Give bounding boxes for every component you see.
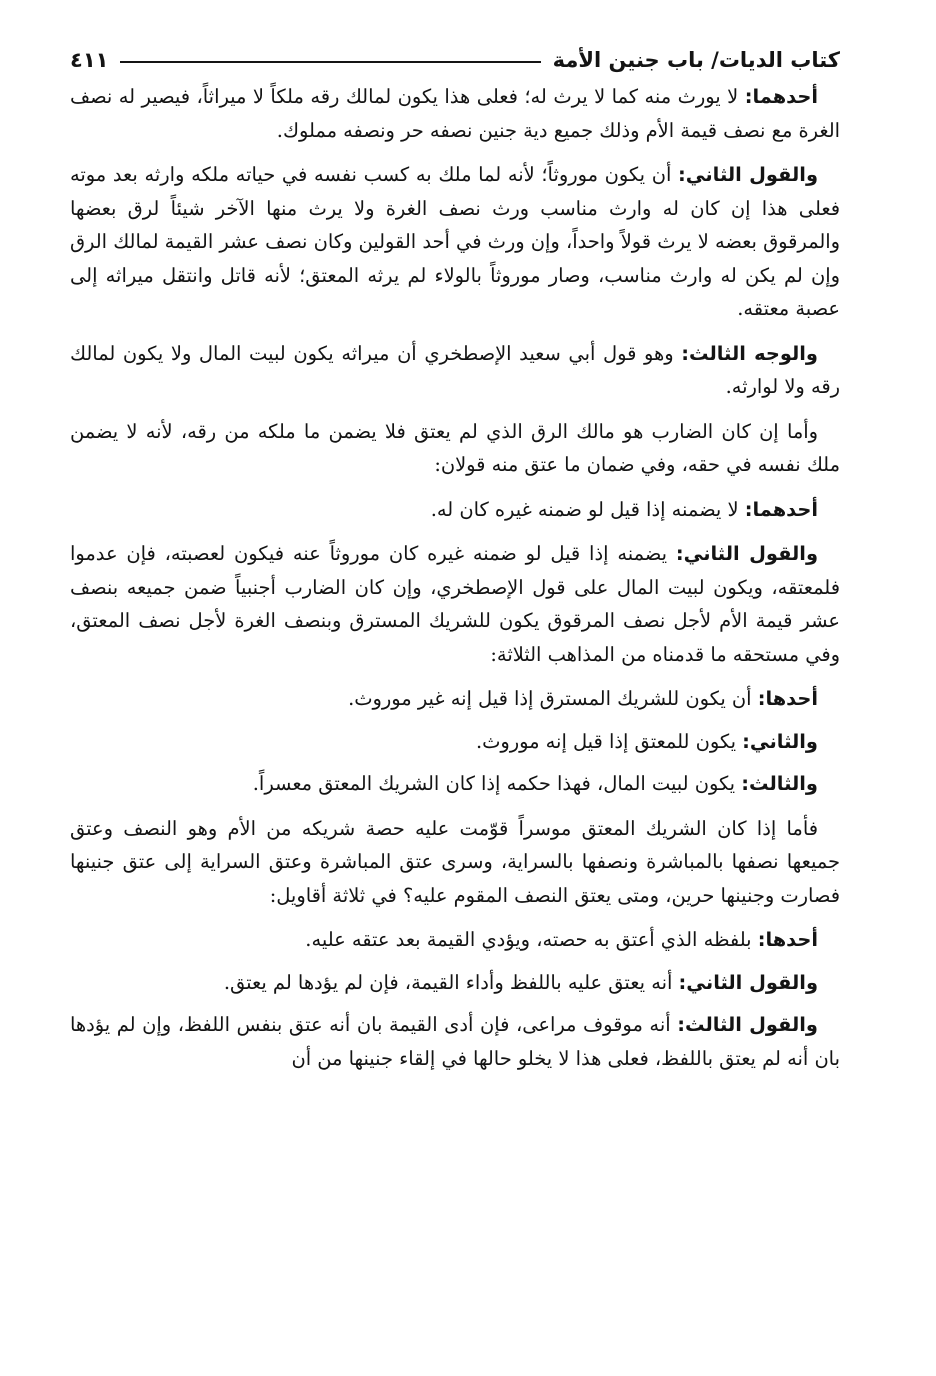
paragraph-lead: والقول الثالث:	[677, 1013, 818, 1036]
header-rule	[120, 61, 540, 63]
paragraph-text: لا يضمنه إذا قيل لو ضمنه غيره كان له.	[430, 497, 745, 521]
paragraph	[70, 493, 840, 527]
paragraph-lead: أحدها:	[757, 687, 818, 710]
book-page	[70, 40, 840, 1086]
paragraph	[70, 812, 840, 913]
paragraph	[70, 767, 840, 801]
paragraph	[70, 337, 840, 404]
paragraph-text: أن يكون للشريك المسترق إذا قيل إنه غير موروث.	[348, 687, 758, 710]
paragraph-lead: والقول الثاني:	[678, 970, 818, 994]
paragraph-lead: والثالث:	[741, 772, 818, 795]
paragraph-text: وأما إن كان الضارب هو مالك الرق الذي لم يعتق فلا يضمن ما ملكه من رقه، لأنه لا يضمن ملك نفسه في حقه، وفي ضمان ما عتق منه قولان:	[70, 419, 840, 476]
paragraph-lead: والثاني:	[742, 729, 818, 753]
page-header	[70, 40, 840, 80]
paragraph	[70, 682, 840, 716]
paragraph-text: بلفظه الذي أعتق به حصته، ويؤدي القيمة بعد عتقه عليه.	[305, 928, 758, 951]
paragraph-text: فأما إذا كان الشريك المعتق موسراً قوّمت عليه حصة شريكه من الأم وهو النصف وعتق جميعها نصفها بالمباشرة ونصفها بالسراية، وسرى عتق المباشرة وعتق السراية إلى عتق جنينها فصارت وجنينها حرين، ومتى يعتق النصف المقوم عليه؟ في ثلاثة أقاويل:	[70, 816, 840, 907]
paragraph-lead: والقول الثاني:	[678, 163, 818, 186]
paragraph-lead: أحدهما:	[744, 85, 818, 108]
paragraph	[70, 1008, 840, 1075]
paragraph	[70, 923, 840, 957]
running-title: كتاب الديات/ باب جنين الأمة	[552, 48, 840, 72]
paragraph	[70, 415, 840, 482]
paragraph	[70, 80, 840, 147]
paragraph-text: أن يكون موروثاً؛ لأنه لما ملك به كسب نفسه في حياته ملكه وارثه بعد موته فعلى هذا إن كان له وارث مناسب ورث نصف الغرة ولا يرث منها الآخر شيئاً لرق بعضها والمرقوق بعضه لا يرث قولاً واحداً، وإن ورث في أحد القولين وكان نصف عشر القيمة لمالك الرق وإن لم يكن له وارث مناسب، وصار موروثاً بالولاء لم يرثه المعتق؛ لأنه قاتل وانتقل ميراثه إلى عصبة معتقه.	[70, 163, 840, 320]
page-number: ٤١١	[70, 48, 109, 72]
paragraph-lead: أحدهما:	[744, 497, 818, 521]
paragraph-text: لا يورث منه كما لا يرث له؛ فعلى هذا يكون لمالك رقه ملكاً لا ميراثاً، فيصير له نصف الغرة مع نصف قيمة الأم وذلك جميع دية جنين نصفه حر ونصفه مملوك.	[70, 85, 840, 142]
paragraph-lead: والوجه الثالث:	[681, 341, 818, 365]
paragraph	[70, 966, 840, 1000]
paragraph-text: أنه يعتق عليه باللفظ وأداء القيمة، فإن لم يؤدها لم يعتق.	[223, 970, 679, 994]
paragraph-text: أنه موقوف مراعى، فإن أدى القيمة بان أنه عتق بنفس اللفظ، وإن لم يؤدها بان أنه لم يعتق باللفظ، فعلى هذا لا يخلو حالها في إلقاء جنينها من أن	[70, 1013, 840, 1070]
paragraph-text: وهو قول أبي سعيد الإصطخري أن ميراثه يكون لبيت المال ولا يكون لمالك رقه ولا لوارثه.	[70, 341, 840, 398]
paragraph	[70, 158, 840, 326]
paragraph-text: يكون للمعتق إذا قيل إنه موروث.	[475, 729, 743, 753]
paragraph-lead: والقول الثاني:	[675, 542, 818, 565]
page-body	[70, 80, 840, 1075]
paragraph-text: يكون لبيت المال، فهذا حكمه إذا كان الشريك المعتق معسراً.	[252, 772, 742, 795]
paragraph-text: يضمنه إذا قيل لو ضمنه غيره كان موروثاً عنه فيكون لعصبته، فإن عدموا فلمعتقه، ويكون لبيت المال على قول الإصطخري، وإن كان الضارب أجنبياً ضمن جميعه بنصف عشر قيمة الأم لأجل نصف المرقوق يكون للشريك المسترق وبنصف الغرة لأجل نصف المعتق، وفي مستحقه ما قدمناه من المذاهب الثلاثة:	[70, 542, 840, 666]
paragraph	[70, 725, 840, 759]
paragraph	[70, 537, 840, 671]
paragraph-lead: أحدها:	[757, 928, 818, 951]
